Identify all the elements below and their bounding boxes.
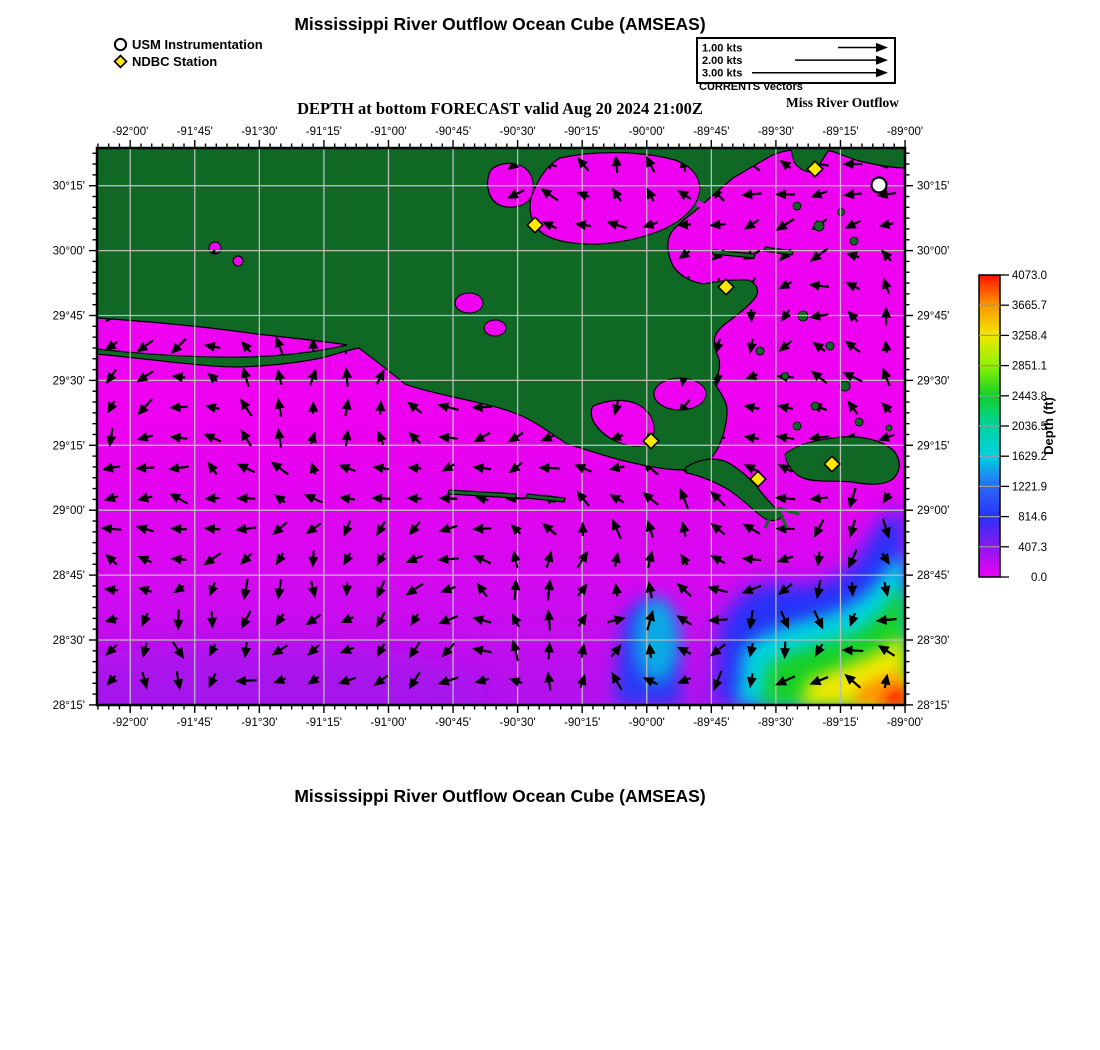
legend-label-usm: USM Instrumentation bbox=[132, 37, 263, 52]
y-tick-label: 29°30' bbox=[52, 375, 85, 388]
colorbar-tick-label: 2036.5 bbox=[1011, 421, 1047, 433]
miss-river-outflow-label: Miss River Outflow bbox=[786, 95, 899, 110]
bathymetry-shading bbox=[27, 418, 905, 751]
colorbar-tick-label: 2443.8 bbox=[1011, 390, 1047, 403]
x-tick-label: -89°15' bbox=[822, 717, 859, 729]
x-tick-label: -89°45' bbox=[693, 717, 730, 729]
x-tick-label: -89°00' bbox=[886, 717, 924, 729]
x-tick-label: -90°45' bbox=[434, 126, 472, 138]
x-tick-label: -89°00' bbox=[886, 126, 924, 138]
forecast-subtitle: DEPTH at bottom FORECAST valid Aug 20 2024 21:00Z bbox=[297, 99, 703, 118]
x-tick-label: -89°45' bbox=[693, 126, 730, 138]
x-tick-label: -90°30' bbox=[499, 126, 536, 138]
x-tick-label: -90°00' bbox=[628, 126, 665, 138]
y-tick-label: 30°00' bbox=[52, 245, 85, 258]
x-tick-label: -90°15' bbox=[564, 717, 601, 729]
x-tick-label: -91°15' bbox=[305, 717, 343, 729]
currents-vectors-caption: CURRENTS Vectors bbox=[699, 81, 803, 93]
colorbar-axis-label: Depth (ft) bbox=[1041, 397, 1056, 455]
y-tick-label: 29°45' bbox=[52, 310, 85, 323]
x-tick-label: -89°15' bbox=[822, 126, 859, 138]
y-tick-label: 28°15' bbox=[52, 699, 85, 712]
colorbar-tick-label: 3258.4 bbox=[1011, 330, 1047, 343]
colorbar-tick-label: 0.0 bbox=[1031, 572, 1047, 584]
x-tick-label: -90°00' bbox=[628, 717, 665, 729]
y-tick-label: 30°00' bbox=[917, 245, 950, 258]
y-tick-label: 29°00' bbox=[917, 505, 950, 518]
x-tick-label: -90°30' bbox=[499, 717, 536, 729]
x-tick-label: -92°00' bbox=[112, 126, 149, 138]
colorbar-tick-label: 4073.0 bbox=[1011, 270, 1047, 282]
map-canvas bbox=[27, 126, 949, 751]
y-tick-label: 28°30' bbox=[52, 635, 85, 647]
y-tick-label: 29°45' bbox=[917, 310, 950, 323]
x-tick-label: -91°30' bbox=[241, 717, 278, 729]
x-tick-label: -89°30' bbox=[757, 717, 795, 729]
x-tick-label: -91°00' bbox=[370, 717, 407, 729]
vector-scale-label: 2.00 kts bbox=[702, 55, 743, 68]
colorbar-tick-label: 814.6 bbox=[1018, 511, 1047, 524]
x-tick-label: -91°45' bbox=[176, 126, 213, 138]
y-tick-label: 28°15' bbox=[917, 699, 950, 712]
colorbar-tick-label: 2851.1 bbox=[1011, 360, 1047, 373]
legend-label-ndbc: NDBC Station bbox=[132, 54, 218, 69]
y-tick-label: 30°15' bbox=[52, 180, 85, 193]
colorbar-tick-label: 1629.2 bbox=[1011, 451, 1047, 464]
x-tick-label: -91°45' bbox=[176, 717, 213, 729]
x-tick-label: -91°00' bbox=[370, 126, 407, 138]
y-tick-label: 29°30' bbox=[917, 375, 950, 388]
vector-scale-label: 3.00 kts bbox=[702, 67, 743, 80]
colorbar-tick-label: 1221.9 bbox=[1011, 481, 1047, 494]
y-tick-label: 29°15' bbox=[52, 440, 85, 453]
x-tick-label: -92°00' bbox=[112, 717, 149, 729]
y-tick-label: 30°15' bbox=[917, 180, 950, 193]
colorbar-tick-label: 3665.7 bbox=[1011, 300, 1047, 313]
y-tick-label: 28°45' bbox=[917, 570, 950, 583]
colorbar-tick-label: 407.3 bbox=[1018, 541, 1047, 554]
y-tick-label: 29°15' bbox=[917, 440, 950, 453]
y-tick-label: 28°45' bbox=[52, 570, 85, 583]
usm-station-marker bbox=[872, 178, 887, 193]
colorbar bbox=[979, 270, 1056, 584]
y-tick-label: 29°00' bbox=[52, 505, 85, 518]
y-tick-label: 28°30' bbox=[917, 635, 950, 647]
x-tick-label: -90°45' bbox=[434, 717, 472, 729]
x-tick-label: -91°30' bbox=[241, 126, 278, 138]
x-tick-label: -90°15' bbox=[564, 126, 601, 138]
page-title: Mississippi River Outflow Ocean Cube (AMSEAS) bbox=[294, 14, 706, 34]
x-tick-label: -89°30' bbox=[757, 126, 795, 138]
x-tick-label: -91°15' bbox=[305, 126, 343, 138]
bottom-title: Mississippi River Outflow Ocean Cube (AMSEAS) bbox=[294, 786, 706, 806]
vector-scale-label: 1.00 kts bbox=[702, 42, 743, 55]
